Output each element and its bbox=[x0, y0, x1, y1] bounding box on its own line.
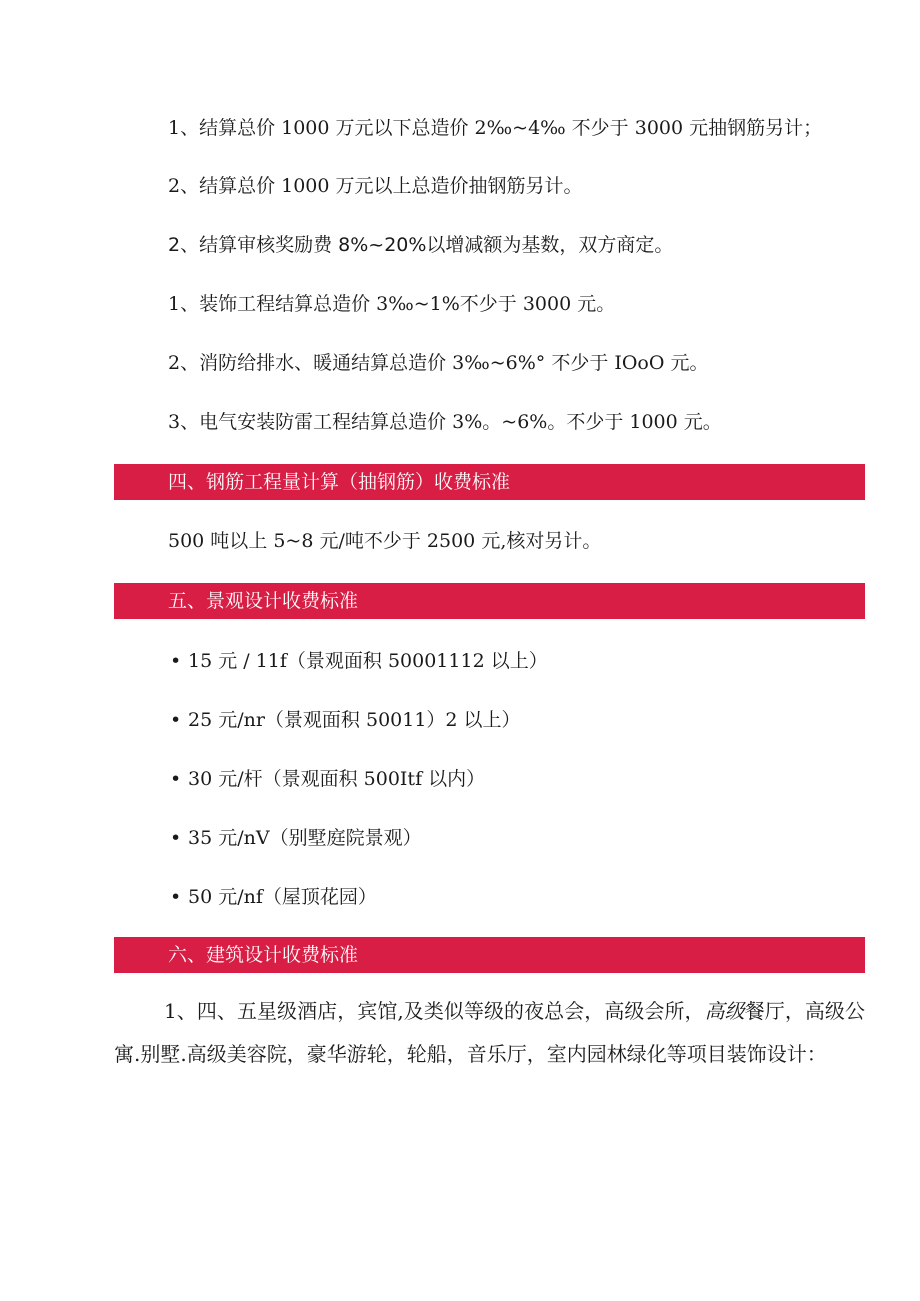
fee-line-1: 1、结算总价 1000 万元以下总造价 2‰~4‰ 不少于 3000 元抽钢筋另计； bbox=[168, 117, 823, 139]
landscape-fee-text: 35 元/nV（别墅庭院景观） bbox=[188, 827, 422, 849]
section-5-title: 五、景观设计收费标准 bbox=[168, 590, 359, 612]
fee-line-5: 2、消防给排水、暖通结算总造价 3‰~6%° 不少于 IOoO 元。 bbox=[168, 352, 709, 374]
landscape-fee-item bbox=[170, 649, 548, 673]
section-6-paragraph bbox=[114, 990, 865, 1076]
landscape-fee-item bbox=[170, 767, 485, 791]
section-6-title: 六、建筑设计收费标准 bbox=[168, 944, 359, 966]
landscape-fee-text: 25 元/nr（景观面积 50011）2 以上） bbox=[188, 709, 521, 731]
fee-line-4: 1、装饰工程结算总造价 3‰~1%不少于 3000 元。 bbox=[168, 293, 616, 315]
section-4-title: 四、钢筋工程量计算（抽钢筋）收费标准 bbox=[168, 471, 511, 493]
fee-line-6: 3、电气安装防雷工程结算总造价 3%。~6%。不少于 1000 元。 bbox=[168, 411, 722, 433]
section-5-header bbox=[114, 583, 865, 619]
landscape-fee-text: 15 元 / 11f（景观面积 50001112 以上） bbox=[188, 650, 548, 672]
landscape-fee-item bbox=[170, 826, 422, 850]
landscape-fee-text: 30 元/杆（景观面积 500Itf 以内） bbox=[188, 768, 486, 790]
bullet-icon: • bbox=[170, 650, 182, 672]
landscape-fee-item bbox=[170, 708, 521, 732]
bullet-icon: • bbox=[170, 827, 182, 849]
fee-line-2: 2、结算总价 1000 万元以上总造价抽钢筋另计。 bbox=[168, 175, 583, 197]
section-6-header bbox=[114, 937, 865, 973]
landscape-fee-item bbox=[170, 885, 377, 909]
bullet-icon: • bbox=[170, 768, 182, 790]
landscape-fee-text: 50 元/nf（屋顶花园） bbox=[188, 886, 377, 908]
paragraph-italic-text: 高级 bbox=[704, 999, 745, 1023]
fee-line-3: 2、结算审核奖励费 8%~20%以增减额为基数，双方商定。 bbox=[168, 234, 674, 256]
bullet-icon: • bbox=[170, 886, 182, 908]
section-4-header bbox=[114, 464, 865, 500]
paragraph-text-start: 1、四、五星级酒店，宾馆,及类似等级的夜总会，高级会所， bbox=[164, 999, 705, 1023]
bullet-icon: • bbox=[170, 709, 182, 731]
paragraph-text-end: 餐厅，高级公寓.别墅.高级美容院，豪华游轮，轮船，音乐厅，室内园林绿化等项目装饰设计： bbox=[114, 999, 865, 1066]
section-4-text: 500 吨以上 5~8 元/吨不少于 2500 元,核对另计。 bbox=[168, 530, 602, 552]
